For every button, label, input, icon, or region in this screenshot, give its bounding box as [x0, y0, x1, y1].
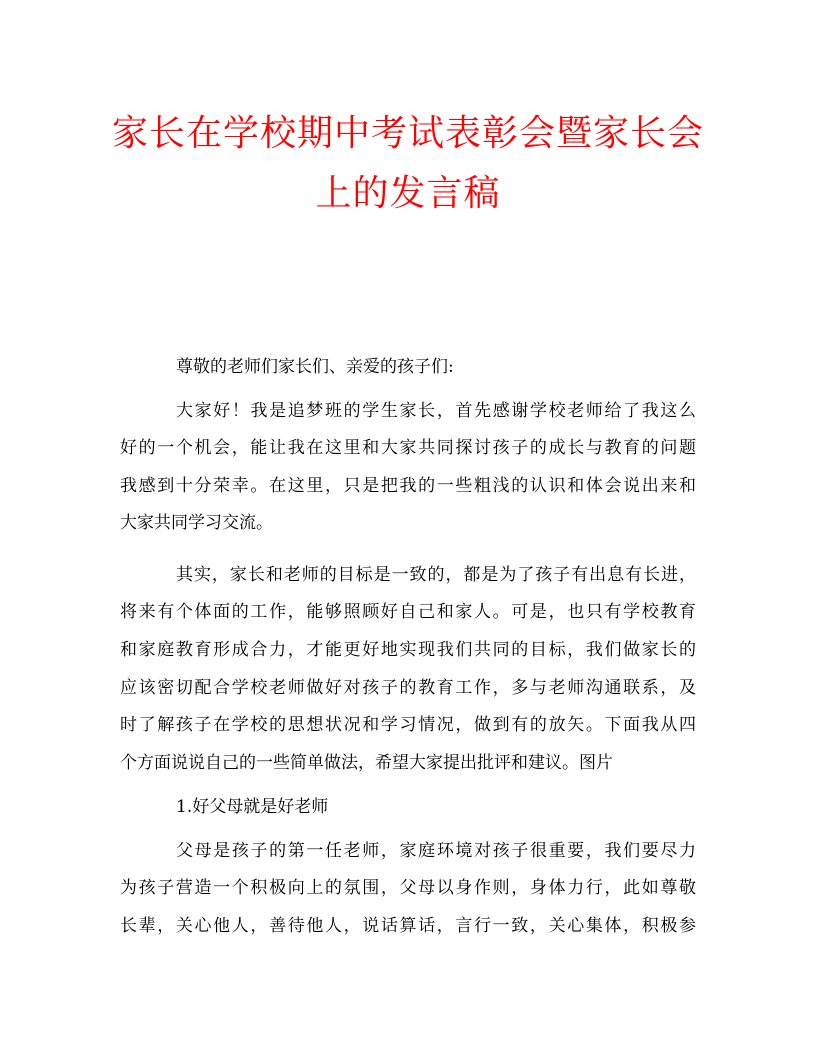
- document-title-line-1: 家长在学校期中考试表彰会暨家长会: [111, 113, 704, 154]
- section-heading-1: 1.好父母就是好老师: [176, 797, 329, 817]
- paragraph-3-line-2: 为孩子营造一个积极向上的氛围，父母以身作则，身体力行，此如尊敬: [120, 878, 696, 898]
- paragraph-2-line-3: 和家庭教育形成合力，才能更好地实现我们共同的目标，我们做家长的: [120, 640, 696, 660]
- paragraph-1-line-4: 大家共同学习交流。: [120, 513, 273, 533]
- paragraph-2-line-2: 将来有个体面的工作，能够照顾好自己和家人。可是，也只有学校教育: [120, 602, 696, 622]
- salutation-line: 尊敬的老师们家长们、亲爱的孩子们:: [176, 357, 454, 377]
- paragraph-3-line-1: 父母是孩子的第一任老师，家庭环境对孩子很重要，我们要尽力: [176, 841, 696, 861]
- paragraph-2-line-6: 个方面说说自己的一些简单做法，希望大家提出批评和建议。图片: [120, 753, 613, 773]
- paragraph-2-line-5: 时了解孩子在学校的思想状况和学习情况，做到有的放矢。下面我从四: [120, 715, 696, 735]
- paragraph-1-line-2: 好的一个机会，能让我在这里和大家共同探讨孩子的成长与教育的问题: [120, 438, 696, 458]
- paragraph-2-line-4: 应该密切配合学校老师做好对孩子的教育工作，多与老师沟通联系，及: [120, 678, 696, 698]
- paragraph-1-line-1: 大家好！我是追梦班的学生家长，首先感谢学校老师给了我这么: [176, 401, 696, 421]
- document-title-line-2: 上的发言稿: [315, 173, 501, 214]
- paragraph-1-line-3: 我感到十分荣幸。在这里，只是把我的一些粗浅的认识和体会说出来和: [120, 476, 696, 496]
- paragraph-2-line-1: 其实，家长和老师的目标是一致的，都是为了孩子有出息有长进，: [176, 565, 696, 585]
- paragraph-3-line-3: 长辈，关心他人，善待他人，说话算话，言行一致，关心集体，积极参: [120, 916, 696, 936]
